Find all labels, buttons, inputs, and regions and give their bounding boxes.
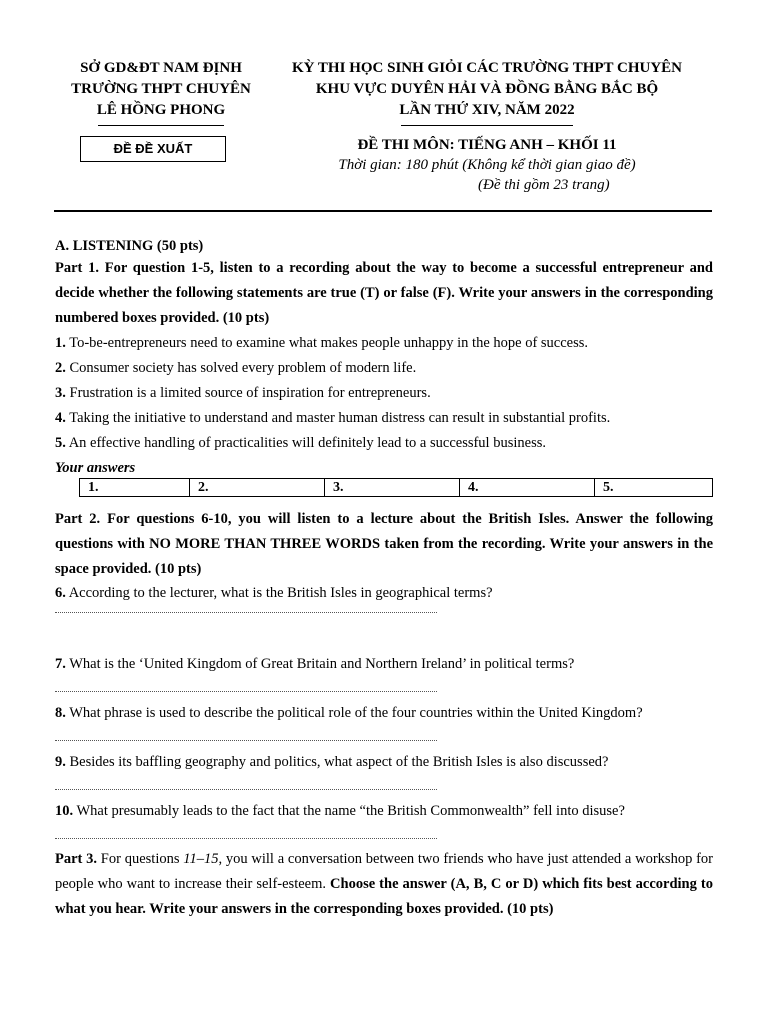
statement-number: 4. xyxy=(55,410,66,426)
part3-text-middle: , you will a conversation between two friends who have just attended a workshop for people who want to increase their self-esteem. xyxy=(55,851,714,892)
question xyxy=(55,582,713,604)
answer-cell-4[interactable]: 4. xyxy=(460,479,595,497)
statement xyxy=(55,381,713,406)
answer-cell-2[interactable]: 2. xyxy=(190,479,325,497)
school-header-rule xyxy=(98,125,224,126)
exam-header xyxy=(272,58,702,126)
statement-number: 1. xyxy=(55,335,66,351)
question xyxy=(55,702,713,724)
exam-title-line2: KHU VỰC DUYÊN HẢI VÀ ĐỒNG BẰNG BẮC BỘ xyxy=(315,81,659,97)
your-answers-label: Your answers xyxy=(55,460,136,476)
section-title: A. LISTENING (50 pts) xyxy=(55,238,204,254)
part2-instruction-start: Part 2. For questions 6-10, you will listen to a lecture about the British Isles. Answer the following questions with xyxy=(55,511,713,552)
statement-number: 2. xyxy=(55,360,66,376)
spacer xyxy=(55,790,713,800)
table-row xyxy=(80,479,713,497)
statement xyxy=(55,356,713,381)
question-number: 10. xyxy=(55,803,74,819)
question-text: What presumably leads to the fact that the name “the British Commonwealth” fell into disuse? xyxy=(73,803,625,819)
question-number: 9. xyxy=(55,754,66,770)
part3-text-start: For questions xyxy=(97,851,184,867)
statement-text: Taking the initiative to understand and master human distress can result in substantial profits. xyxy=(65,410,611,426)
answer-cell-1[interactable]: 1. xyxy=(80,479,190,497)
spacer xyxy=(55,692,713,702)
answer-table xyxy=(79,478,713,497)
exam-content xyxy=(55,236,713,922)
exam-title-line3: LẦN THỨ XIV, NĂM 2022 xyxy=(399,102,575,118)
department-name: SỞ GD&ĐT NAM ĐỊNH xyxy=(80,60,242,76)
question xyxy=(55,653,713,675)
statement xyxy=(55,331,713,356)
part3-question-range: 11–15 xyxy=(183,851,219,867)
part1-instruction: Part 1. For question 1-5, listen to a recording about the way to become a successful entrepreneur and decide whether the following statements are true (T) or false (F). Write your answers in the corresponding numbered boxes provided. (10 pts) xyxy=(55,260,713,326)
part2-instruction-end: taken from the recording. Write your answers in the space provided. (10 pts) xyxy=(55,536,714,577)
school-name-line1: TRƯỜNG THPT CHUYÊN xyxy=(71,81,251,97)
answer-cell-5[interactable]: 5. xyxy=(595,479,713,497)
statement-text: To-be-entrepreneurs need to examine what makes people unhappy in the hope of success. xyxy=(65,335,589,351)
question-number: 8. xyxy=(55,705,66,721)
question-number: 6. xyxy=(55,585,66,601)
question-text: Besides its baffling geography and politics, what aspect of the British Isles is also discussed? xyxy=(65,754,609,770)
part3-task: Choose the answer (A, B, C or D) which fits best according to what you hear. Write your answers in the corresponding boxes provided. (10 pts) xyxy=(55,876,713,917)
part3-label: Part 3. xyxy=(55,851,98,867)
header-divider xyxy=(54,210,712,212)
statement-text: An effective handling of practicalities will definitely lead to a successful business. xyxy=(65,435,546,451)
statement xyxy=(55,406,713,431)
part3-instruction xyxy=(55,847,713,922)
statement-number: 3. xyxy=(55,385,66,401)
spacer xyxy=(55,741,713,751)
question xyxy=(55,751,713,773)
exam-page-count: (Đề thi gồm 23 trang) xyxy=(478,177,610,193)
school-header xyxy=(52,58,270,126)
question-number: 7. xyxy=(55,656,66,672)
exam-time: Thời gian: 180 phút (Không kể thời gian giao đề) xyxy=(338,157,636,173)
statement-number: 5. xyxy=(55,435,66,451)
question-text: According to the lecturer, what is the British Isles in geographical terms? xyxy=(65,585,493,601)
statement-text: Consumer society has solved every problem of modern life. xyxy=(65,360,417,376)
exam-subject: ĐỀ THI MÔN: TIẾNG ANH – KHỐI 11 xyxy=(357,137,617,153)
proposal-label-box: ĐỀ ĐỀ XUẤT xyxy=(80,136,226,162)
exam-header-rule xyxy=(401,125,573,126)
spacer xyxy=(55,839,713,847)
part2-word-limit: NO MORE THAN THREE WORDS xyxy=(149,536,381,552)
question-text: What phrase is used to describe the political role of the four countries within the United Kingdom? xyxy=(65,705,643,721)
part2-instruction xyxy=(55,507,713,582)
spacer xyxy=(55,497,713,507)
statement xyxy=(55,431,713,456)
exam-title-line1: KỲ THI HỌC SINH GIỎI CÁC TRƯỜNG THPT CHUYÊN xyxy=(291,60,683,76)
question-text: What is the ‘United Kingdom of Great Britain and Northern Ireland’ in political terms? xyxy=(65,656,575,672)
spacer xyxy=(55,613,713,653)
question xyxy=(55,800,713,822)
school-name-line2: LÊ HỒNG PHONG xyxy=(96,102,226,118)
statement-text: Frustration is a limited source of inspiration for entrepreneurs. xyxy=(65,385,431,401)
answer-cell-3[interactable]: 3. xyxy=(325,479,460,497)
